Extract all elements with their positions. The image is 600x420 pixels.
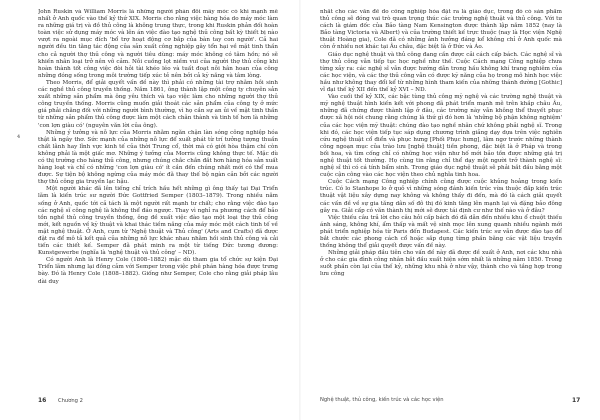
paragraph: Có người Anh là Henry Cole (1808–1882) mặc dù tham gia tổ chức sự kiện Đại Triển lãm nhưng lại đồng cảm với Semper trong việc phê phán hàng hóa được trưng bày. Đó là Henry Cole (1808–1882). Giống như Semper, Cole cho rằng giải pháp lâu dài duy <box>38 257 278 285</box>
paragraph: nhất cho các vấn đề do công nghiệp hóa đặt ra là giáo dục, trong đó có sản phẩm thủ công sẽ đóng vai trò quan trọng thúc các trường nghệ thuật và thủ công. Với tư cách là giám đốc của Bảo tàng Nam Kensington được thành lập năm 1852 (nay là Bảo tàng Victoria và Albert) và của trường thiết kế trực thuộc (nay là Học viện Nghệ thuật Hoàng gia), Cole đã có những ảnh hưởng đáng kể không chỉ ở Anh quốc mà còn ở nhiều nơi khác tại Âu châu, đặc biệt là ở Đức và Áo. <box>320 9 562 51</box>
margin-note-marker: 4 <box>17 134 21 140</box>
paragraph: John Ruskin và William Morris là những người phản đối mãy móc có khi mạnh mẽ nhất ở Anh quốc vào thế kỷ thứ XIX. Morris cho rằng việc hàng hóa do máy móc làm ra những giá trị và đồ thủ công là không trung thực, trong khi Ruskin phản đối hoàn toàn việc sử dụng máy móc và lên án việc đào tạo nghệ thủ công bất kỳ thiết bị nào vượt ra ngoài mục đích 'bổ trợ hoạt động cơ bắp của bàn tay con người'. Cả hai người đều tin tằng tác động của sản xuất công nghiệp gây tổn hại về mặt tinh thần cho cả người thợ thủ công và người tiêu dùng: máy móc không có tâm hồn; nó sẽ khiến nhân loại trở nên vô cảm. Nỗi cuồng lọt niềm vui của người thợ thủ công khi hoàn thành tốt công việc đòi hỏi tài khéo léo và tuất đoạt nỗi hân hoan của công những đóng sống trong môi trường tiếp xúc tẻ nên bởi cả kỹ năng và tâm lòng. <box>38 9 278 79</box>
paragraph: Vào cuối thế kỷ XIX, các bậc tùng thủ công mỹ nghệ và các trường nghệ thuật và mỹ nghệ thuật hình kiến kết với phong đã phát triển mạnh mẽ trên khắp châu Âu, những đã chứng được thành lập ở đâu, các trường này vẫn không thể thuyết phục được xã hội nói chung rằng chúng là thứ gì đó hơn là 'những bộ phận không nghiệm' của các học viện mỹ thuật: chúng đào tạo nghề nhân chứ không phải nghệ sĩ. Trong khi đó, các học viện tiếp tục sáp dụng chương trình giảng dạy dựa trên việc nghiên cứu nghệ thuật cổ điển và phục hưng [Phối Phục hưng], lâm ngơ trước những thành công ngoạn mục của trào lưu [nghệ thuật] tiền phong, đặc biệt là ở Pháp và trong bối hoa, và tìm cống chỉ có những học viện như hố mới bảo tồn được những giá trị nghệ thuật tốt thường. Họ cùng tin rằng chỉ thể dạy một người trở thành nghệ sĩ: nghệ sĩ thì có cá tính bẩm sinh. Trong giáo dục nghệ thuật sẽ phải bắt đầu bằng một cuộc cận công vào các học viện theo chủ nghĩa tinh hoa. <box>320 94 562 179</box>
paragraph: Giáo dục nghệ thuật và thủ công đang cần được cải cách cấp bách. Các nghệ sĩ và thợ thủ công vẫn tiếp tục học nghề như thế. Cuộc Cách mạng Công nghiệp chưa từng xảy ra: các nghệ sĩ vẫn được hướng dẫn trong hầu không khí trang nghiêm của các học viện, và các thợ thủ công vẫn có được kỹ năng của họ trong mô hình học việc hầu như không thay đổi kể từ những hình tham kiến của những thánh đường [Gothic] vĩ đại thế kỷ XII đến thế kỷ XVI – ND. <box>320 51 562 94</box>
paragraph: Một người khác đã lên tiếng chỉ trích hầu hết những gì ông thấy tại Đại Triển lãm là kiến trúc sư người Đức Gottfried Semper (1803–1879). Trong nhiều năm sống ở Anh, quốc tới cả tách là một người rất mạnh tư chất; cho rằng việc đào tạo các nghệ sĩ công nghệ là không thể đáo ngược. Thay vì nghỉ ra phương cách để bảo tồn nghề thủ công truyền thống, ông đề xuất việc đào tạo một loại thợ thủ công mới, kết nguồn về kỹ thuật và khai thác tiềm năng của máy móc một cách tinh tế về mặt nghệ thuật. Ở Anh, cụm từ 'Nghệ thuật và Thủ công' (Arts and Crafts) đã được đặt ra để mô tả kết quả của những nỗ lực khác nhau nhằm hồi sinh thủ công và cải tiến các thiết kế. Semper đã phát minh ra một từ tiếng Đức tương đương: Kunstgewerbe (nghĩa là 'nghệ thuật và thủ công' – ND). <box>38 186 278 257</box>
running-head: Nghệ thuật, thủ công, kiến trúc và các học viện <box>320 397 444 403</box>
paragraph: Những ý tưởng và nỗ lực của Morris nhằm ngăn chặn làn sóng công nghiệp hóa thật là ngây thơ. Sức mạnh của những nỗ lực để xuất phát từ trí tưởng tượng thuần chất lãnh hay lĩnh vực kinh tế của thời Trung cổ, thời mà có giới hòa thậm chí còn không phải là một giấc mơ. Những ý tưởng của Morris cũng không thực tế. Mặc dù có thị trường cho hàng thủ công, nhưng chúng chắc chắn đắt hơn hàng hóa sản xuất hàng loạt và chỉ có những 'con lợn giàu có' ít cần đến chúng nhất mới có thể mua được. Sự tiện bộ không ngừng của máy móc đã thay thế bộ ngàn cản bởi các người thợ thủ công gia truyền lạc hậu. <box>38 129 278 186</box>
running-head: Chương 2 <box>58 398 83 404</box>
page-number: 17 <box>572 397 581 404</box>
paragraph: Theo Morris, để giải quyết vấn đề này thì phải có những tài trợ nhằm hồi sinh các nghề thủ công truyền thống. Năm 1861, ông thành lập một công ty chuyên sản xuất những sản phẩm mà ông yêu thích và tạo việc làm cho những người thợ thủ công truyền thống. Morris cũng muốn giải thoát các sản phẩm của công ty ở mức giá phải chăng đối với những người bình thường, vì họ cần sự an ủi về mặt tinh thần từ những sản phẩm thủ công được làm một cách chân thành và tinh tế hơn là những 'con lợn giàu có' (nguyên văn lời của ông). <box>38 79 278 129</box>
right-page-body <box>320 9 562 391</box>
right-page-footer <box>320 397 600 403</box>
paragraph: Những giải pháp đầu tiên cho vấn đề này đã được đề xuất ở Anh, nơi các khu nhà ở cho các gia đình công nhân bắt đầu xuất hiện sớm nhất là những năm 1850. Trong suốt phần còn lại của thế kỷ, những khu nhà ở như vậy, thành cho và tầng hợp trong lưu công <box>320 250 562 278</box>
page-number: 16 <box>38 397 47 404</box>
paragraph: Cuộc Cách mạng Công nghiệp chính cũng được cuộc khủng hoảng trong kiến trúc. Có lo Stanhope lo ở quỏ vì những sóng đánh kiến trúc vừa thuộc đắp kiến trúc thuật vật liệu xây dựng nay không và không thấy đi đến, mà đó là cách giải quyết các vấn đề về sự gia tăng dân số đô thị đó kinh tăng lên mạnh lại và đặng bảo đông gây ra. Giải cấp có văn thành thị mới sẽ được tái định cư như thế nào và ở đâu? <box>320 179 562 214</box>
left-page-body <box>38 9 278 391</box>
left-page-footer <box>38 397 338 404</box>
paragraph: Việc thiếu câu trả lời cho câu hỏi cấp bách đó đã dẫn đến nhiều khu ổ chuột thiếu ánh sáng, không khí, ẩm thấp và mất vệ sinh mọc lên xung quanh nhiều ngành mới phát triển nghiệp hóa từ Paris đến Budapest. Các kiến trúc sư vẫn được đào tạo để bắt chước các phong cách cổ hoặc sắp dụng từng phần băng các vật liệu truyền thống không thể giải quyết được vấn đề này. <box>320 214 562 250</box>
right-page <box>300 0 600 420</box>
